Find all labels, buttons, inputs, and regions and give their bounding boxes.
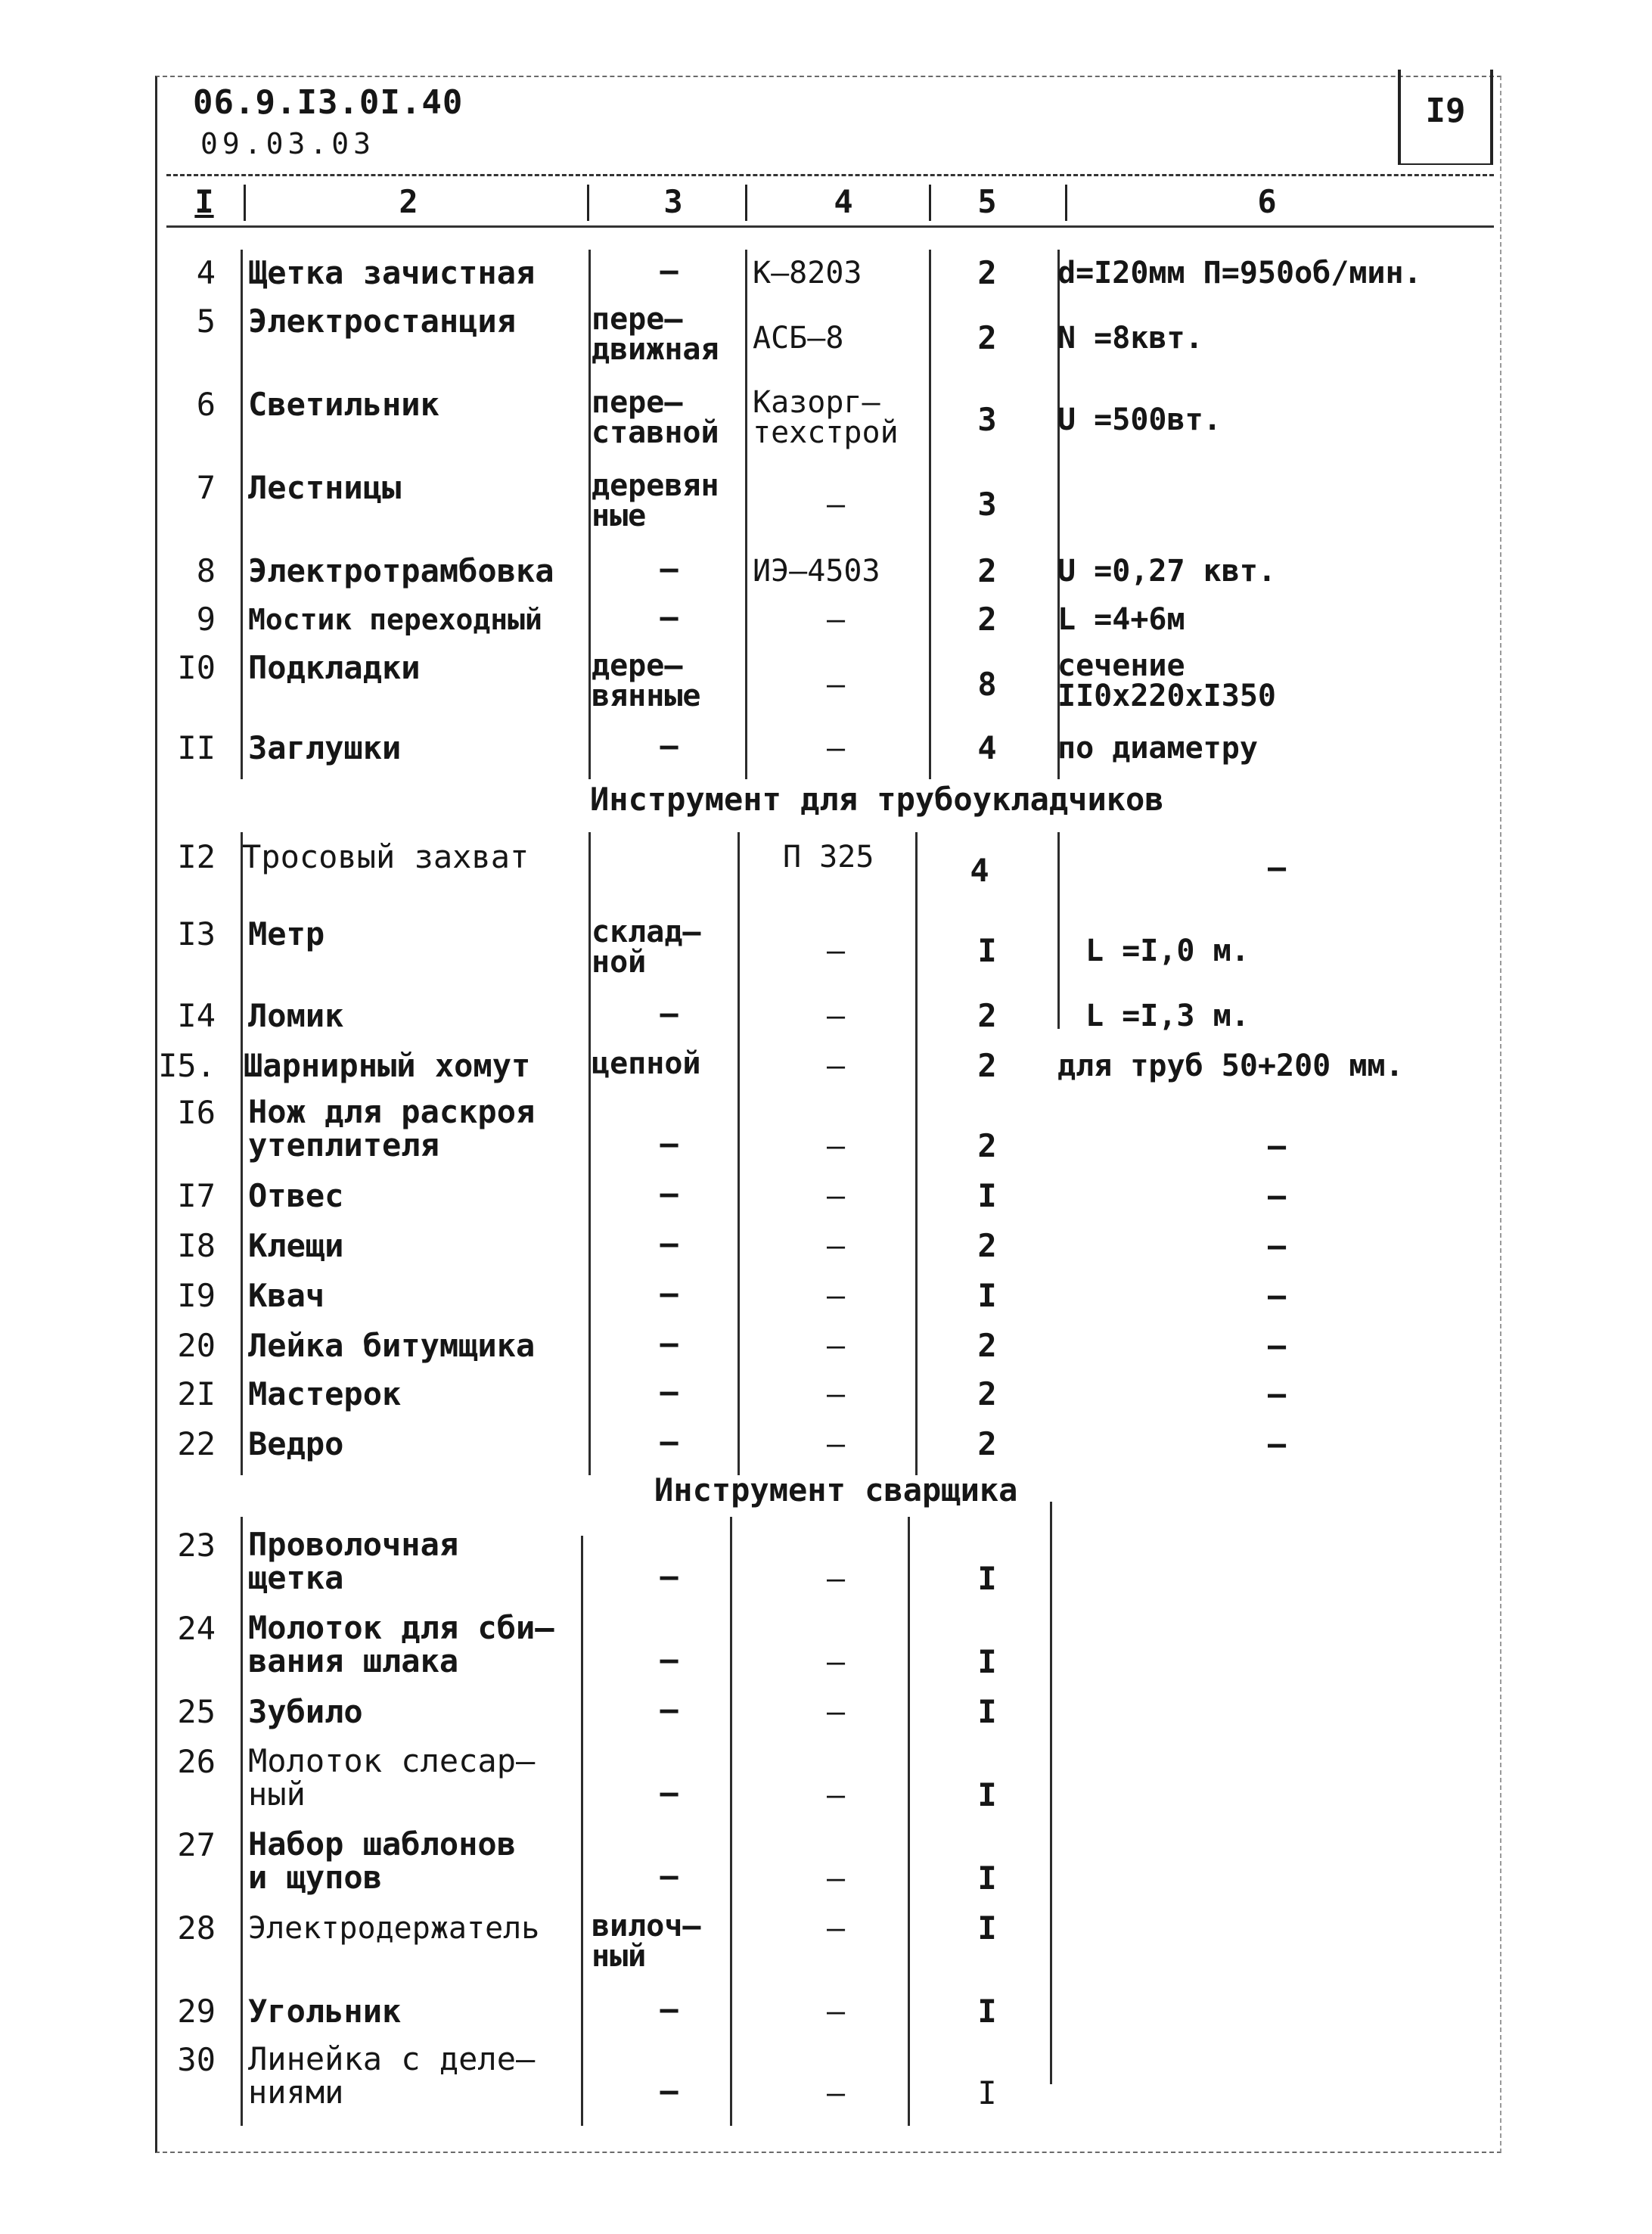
item-name: Проволочная щетка: [248, 1526, 459, 1596]
item-name: Набор шаблонов и щупов: [248, 1825, 517, 1896]
item-note: U =0,27 квт.: [1057, 554, 1276, 589]
column-header-4: 4: [834, 183, 853, 220]
row-number: 20: [177, 1327, 216, 1364]
item-type: –: [660, 1176, 678, 1211]
item-type: склад– ной: [592, 915, 701, 980]
item-name: Метр: [248, 915, 325, 952]
item-quantity: I: [977, 1909, 997, 1947]
item-name: Отвес: [248, 1177, 344, 1214]
item-mark: –: [826, 1645, 846, 1679]
item-quantity: 2: [977, 319, 997, 356]
item-type: –: [660, 1992, 678, 2027]
item-name: Ведро: [248, 1425, 344, 1462]
header-rule-top: [166, 174, 1494, 176]
item-name: Линейка с деле– ниями: [248, 2040, 536, 2111]
column-header-1: I: [194, 183, 214, 220]
row-number: I0: [177, 649, 216, 686]
item-name: Зубило: [248, 1693, 363, 1730]
header-divider: [244, 185, 246, 221]
item-note: L =I,0 м.: [1085, 934, 1250, 968]
row-number: 6: [196, 386, 216, 423]
item-type: –: [660, 1859, 678, 1894]
item-quantity: I: [977, 1693, 997, 1730]
item-mark: –: [826, 1695, 846, 1729]
item-quantity: 3: [977, 486, 997, 523]
table-rule: [588, 250, 591, 779]
row-number: 27: [177, 1826, 216, 1863]
row-number: 22: [177, 1425, 216, 1462]
row-number: I6: [177, 1094, 216, 1131]
item-type: –: [660, 1642, 678, 1677]
item-name: Нож для раскроя утеплителя: [248, 1093, 536, 1164]
table-rule: [241, 832, 243, 1475]
item-note: сечение II0x220xI350: [1057, 648, 1276, 713]
column-header-2: 2: [399, 183, 418, 220]
item-mark: –: [826, 934, 846, 968]
item-mark: К–8203: [753, 256, 862, 291]
row-number: I8: [177, 1227, 216, 1264]
page-number: I9: [1398, 70, 1493, 165]
item-name: Молоток слесар– ный: [248, 1742, 536, 1813]
item-mark: –: [826, 1911, 846, 1946]
document-date: 09.03.03: [200, 127, 376, 160]
item-note: –: [1267, 1328, 1287, 1363]
item-type: –: [660, 2074, 678, 2108]
item-name: Шарнирный хомут: [244, 1047, 531, 1084]
item-type: пере– ставной: [592, 385, 719, 450]
row-number: 30: [177, 2041, 216, 2078]
item-name: Светильник: [248, 386, 439, 423]
item-mark: –: [826, 999, 846, 1033]
item-name: Угольник: [248, 1993, 402, 2030]
item-type: цепной: [592, 1046, 701, 1081]
item-quantity: I: [977, 932, 997, 969]
item-type: дере– вянные: [592, 648, 701, 713]
row-number: 2I: [177, 1375, 216, 1412]
row-number: 28: [177, 1909, 216, 1947]
row-number: 24: [177, 1610, 216, 1647]
table-rule: [588, 832, 591, 1475]
item-note: –: [1267, 1279, 1287, 1313]
table-rule: [908, 1517, 910, 2126]
item-name: Лейка битумщика: [248, 1327, 536, 1364]
item-name: Мастерок: [248, 1375, 402, 1412]
item-quantity: 2: [977, 254, 997, 291]
item-quantity: 2: [977, 552, 997, 589]
row-number: I2: [177, 838, 216, 875]
item-mark: –: [826, 1861, 846, 1896]
item-note: –: [1267, 1377, 1287, 1412]
item-type: –: [660, 1776, 678, 1810]
item-note: d=I20мм П=950об/мин.: [1057, 256, 1422, 291]
item-mark: –: [826, 1561, 846, 1596]
item-type: вилоч– ный: [592, 1909, 701, 1974]
row-number: I7: [177, 1177, 216, 1214]
row-number: II: [177, 729, 216, 766]
row-number: 25: [177, 1693, 216, 1730]
item-mark: –: [826, 487, 846, 522]
column-header-5: 5: [977, 183, 997, 220]
item-mark: –: [826, 731, 846, 766]
item-quantity: 8: [977, 666, 997, 703]
item-quantity: 3: [977, 401, 997, 438]
item-quantity: 4: [977, 729, 997, 766]
document-code: 06.9.I3.0I.40: [193, 83, 464, 122]
row-number: I4: [177, 997, 216, 1034]
row-number: I3: [177, 915, 216, 952]
row-number: 29: [177, 1993, 216, 2030]
item-quantity: 2: [977, 997, 997, 1034]
header-divider: [745, 185, 747, 221]
item-quantity: 2: [977, 1375, 997, 1412]
item-quantity: I: [977, 1860, 997, 1897]
item-mark: –: [826, 1229, 846, 1263]
item-quantity: I: [977, 1277, 997, 1314]
row-number: 8: [196, 552, 216, 589]
item-mark: –: [826, 602, 846, 637]
section-heading: Инструмент для трубоукладчиков: [590, 781, 1164, 818]
item-type: –: [660, 1375, 678, 1409]
item-mark: –: [826, 1427, 846, 1462]
item-type: –: [660, 1559, 678, 1594]
item-quantity: 2: [977, 1127, 997, 1164]
item-quantity: I: [977, 1560, 997, 1597]
item-mark: –: [826, 667, 846, 702]
header-divider: [929, 185, 931, 221]
header-divider: [1065, 185, 1067, 221]
item-type: –: [660, 1692, 678, 1727]
row-number: I5.: [158, 1047, 216, 1084]
item-quantity: I: [977, 2074, 997, 2111]
item-mark: –: [826, 1049, 846, 1083]
item-mark: –: [826, 1328, 846, 1363]
item-mark: ИЭ–4503: [753, 554, 880, 589]
item-type: –: [660, 253, 678, 288]
item-mark: –: [826, 1994, 846, 2029]
item-quantity: 2: [977, 1425, 997, 1462]
item-type: –: [660, 729, 678, 763]
item-type: –: [660, 1326, 678, 1361]
row-number: I9: [177, 1277, 216, 1314]
table-rule: [241, 1517, 243, 2126]
item-mark: –: [826, 1778, 846, 1813]
item-mark: АСБ–8: [753, 321, 844, 356]
item-quantity: I: [977, 1776, 997, 1813]
item-quantity: 2: [977, 1327, 997, 1364]
column-header-6: 6: [1257, 183, 1277, 220]
item-type: –: [660, 1425, 678, 1459]
item-note: N =8квт.: [1057, 321, 1203, 356]
item-type: –: [660, 1226, 678, 1261]
item-type: пере– движная: [592, 302, 719, 367]
item-quantity: 2: [977, 1047, 997, 1084]
item-mark: –: [826, 1129, 846, 1164]
item-name: Электротрамбовка: [248, 552, 554, 589]
item-type: –: [660, 1126, 678, 1161]
item-mark: Казорг– техстрой: [753, 385, 899, 450]
item-note: L =I,3 м.: [1085, 999, 1250, 1033]
item-name: Ломик: [248, 997, 344, 1034]
table-rule: [730, 1517, 732, 2126]
item-quantity: 2: [977, 601, 997, 638]
section-heading: Инструмент сварщика: [654, 1471, 1018, 1508]
item-mark: –: [826, 1179, 846, 1213]
item-note: L =4+6м: [1057, 602, 1185, 637]
item-type: –: [660, 552, 678, 586]
item-note: –: [1267, 1179, 1287, 1213]
item-name: Квач: [248, 1277, 325, 1314]
item-name: Лестницы: [248, 469, 402, 506]
item-name: Заглушки: [248, 729, 402, 766]
item-note: для труб 50+200 мм.: [1057, 1049, 1404, 1083]
item-mark: –: [826, 1377, 846, 1412]
item-quantity: 4: [970, 852, 989, 889]
item-note: U =500вт.: [1057, 402, 1222, 437]
item-name: Щетка зачистная: [248, 254, 536, 291]
row-number: 5: [196, 303, 216, 340]
item-name: Электродержатель: [248, 1911, 540, 1946]
row-number: 7: [196, 469, 216, 506]
row-number: 9: [196, 601, 216, 638]
item-note: –: [1267, 1229, 1287, 1263]
item-type: деревян ные: [592, 468, 719, 533]
item-name: Тросовый захват: [242, 838, 529, 875]
table-rule: [241, 250, 243, 779]
item-mark: –: [826, 1279, 846, 1313]
item-quantity: I: [977, 1177, 997, 1214]
item-quantity: 2: [977, 1227, 997, 1264]
item-type: –: [660, 996, 678, 1031]
row-number: 26: [177, 1743, 216, 1780]
header-divider: [587, 185, 589, 221]
item-name: Молоток для сби– вания шлака: [248, 1609, 554, 1679]
row-number: 4: [196, 254, 216, 291]
item-name: Подкладки: [248, 649, 421, 686]
row-number: 23: [177, 1527, 216, 1564]
item-note: –: [1267, 1129, 1287, 1164]
item-name: Мостик переходный: [248, 603, 542, 636]
item-type: –: [660, 600, 678, 635]
item-type: –: [660, 1276, 678, 1311]
item-quantity: I: [977, 1643, 997, 1680]
item-note: –: [1267, 850, 1287, 885]
item-name: Электростанция: [248, 303, 517, 340]
item-mark: –: [826, 2076, 846, 2111]
item-note: –: [1267, 1427, 1287, 1462]
header-rule-bottom: [166, 225, 1494, 228]
item-note: по диаметру: [1057, 731, 1258, 766]
column-header-3: 3: [663, 183, 683, 220]
item-quantity: I: [977, 1993, 997, 2030]
item-mark: П 325: [783, 840, 874, 875]
item-name: Клещи: [248, 1227, 344, 1264]
